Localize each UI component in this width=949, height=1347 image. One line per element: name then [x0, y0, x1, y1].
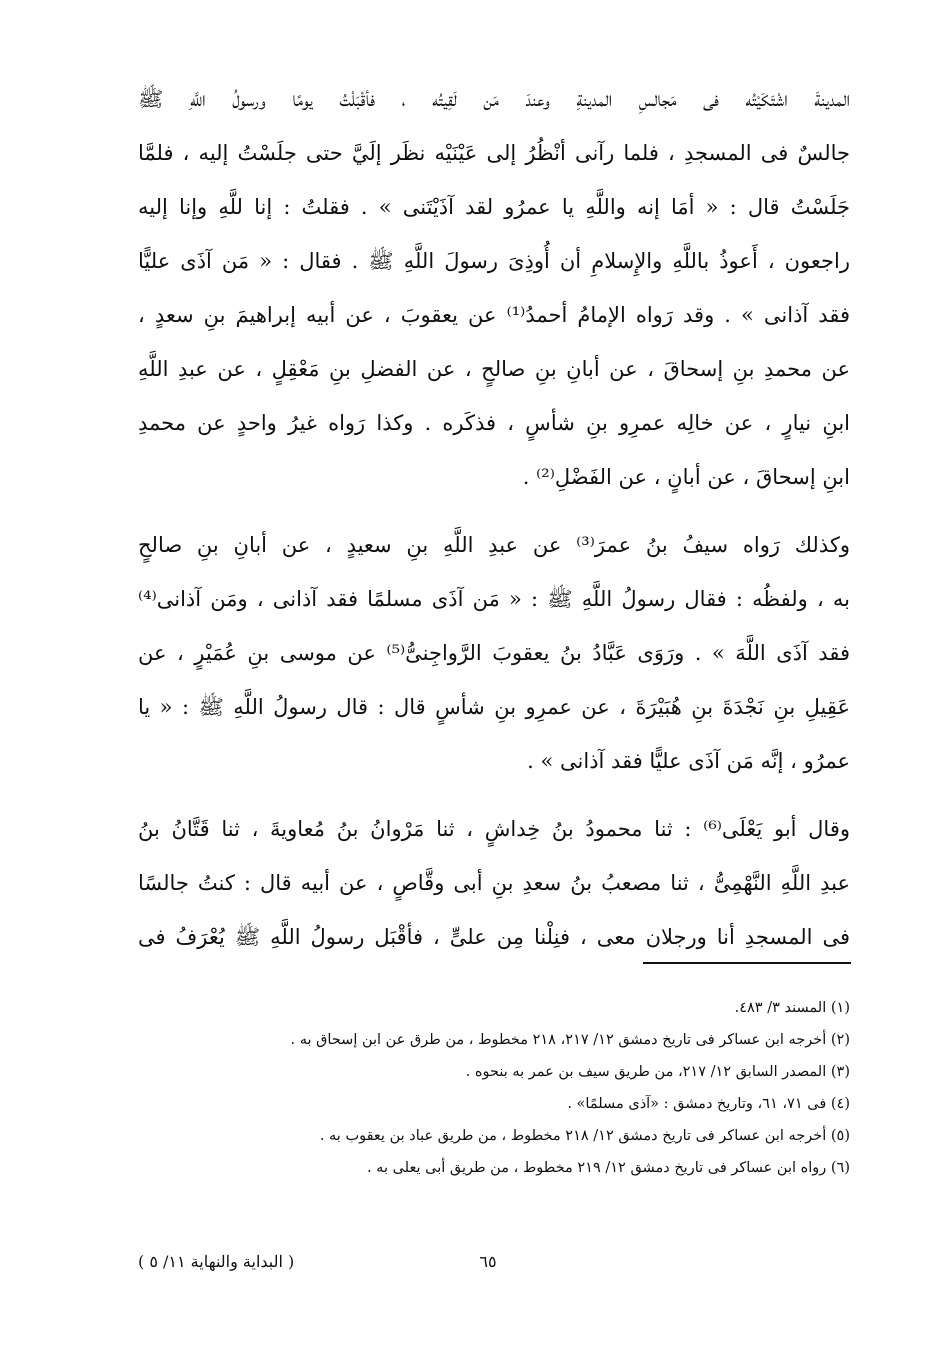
running-reference: ( البداية والنهاية ١١/ ٥ ) [138, 1252, 295, 1271]
text-line: جالسٌ فى المسجدِ ، فلما رآنى أنْظُرُ إلى عَيْنَيْه نظَر إلَيَّ حتى جلَسْتُ إليه ، فلمَّا [138, 141, 850, 165]
footnote: (٢) أخرجه ابن عساكر فى تاريخ دمشق ١٢/ ٢١٧، ٢١٨ مخطوط ، من طرق عن ابن إسحاق به . [290, 1032, 850, 1048]
text-line: فقد آذانى » . وقد رَواه الإمامُ أحمدُ⁽¹⁾ عن يعقوبَ ، عن أبيه إبراهيمَ بنِ سعدٍ ، [138, 303, 850, 327]
text-line: عَقِيلِ بنِ نَجْدَةَ بنِ هُبَيْرَةَ ، عن عمرِو بنِ شأسٍ قال : قال رسولُ اللَّهِ ﷺ : « يا [138, 695, 850, 719]
text-line: عمرُو ، إنَّه مَن آذَى عليًّا فقد آذانى » . [527, 749, 850, 773]
text-line: المدينةَ اشْتَكَيْتُه فى مَجالسِ المدينةِ وعندَ مَن لَقِيتُه ، فأقْبَلْتُ يومًا ورسولُ اللَّهِ ﷺ [138, 87, 850, 111]
footnote: (٥) أخرجه ابن عساكر فى تاريخ دمشق ١٢/ ٢١٨ مخطوط ، من طريق عباد بن يعقوب به . [319, 1128, 850, 1144]
paragraph-gap [138, 504, 850, 518]
text-line: جَلَسْتُ قال : « أمَا إنه واللَّهِ يا عمرُو لقد آذَيْتَنى » . فقلتُ : إنا للَّهِ وإنا إليه [138, 195, 850, 219]
main-text [138, 72, 850, 964]
text-line: راجعون ، أَعوذُ باللَّهِ والإِسلامِ أن أُوذِىَ رسولَ اللَّهِ ﷺ . فقال : « مَن آذَى عليًّا [138, 249, 850, 273]
text-line: عبدِ اللَّهِ النَّهْمِىُّ ، ثنا مصعبُ بنُ سعدِ بنِ أبى وقَّاصٍ ، عن أبيه قال : كنتُ جالسًا [138, 871, 850, 895]
text-line: وقال أبو يَعْلَى⁽⁶⁾ : ثنا محمودُ بنُ خِداشٍ ، ثنا مَرْوانُ بنُ مُعاويةَ ، ثنا قَتَّانُ بنُ [138, 817, 850, 841]
footnote: (٤) فى ٧١، ٦١، وتاريخ دمشق : «آذى مسلمًا» . [567, 1096, 850, 1112]
text-line: فقد آذَى اللَّهَ » . ورَوَى عَبَّادُ بنُ يعقوبَ الرَّواجِنىُّ⁽⁵⁾ عن موسى بنِ عُمَيْرٍ ، عن [138, 641, 850, 665]
text-line: ابنِ نيارٍ ، عن خالِه عمرِو بنِ شأسٍ ، فذكَره . وكذا رَواه غيرُ واحدٍ عن محمدِ [138, 411, 850, 435]
footnote: (٦) رواه ابن عساكر فى تاريخ دمشق ١٢/ ٢١٩ مخطوط ، من طريق أبى يعلى به . [366, 1160, 850, 1176]
page-number: ٦٥ [479, 1252, 497, 1271]
footnote: (١) المسند ٣/ ٤٨٣. [734, 1000, 850, 1016]
text-line: وكذلك رَواه سيفُ بنُ عمرَ⁽³⁾ عن عبدِ اللَّهِ بنِ سعيدٍ ، عن أبانِ بنِ صالحٍ [138, 533, 850, 557]
text-line: به ، ولفظُه : فقال رسولُ اللَّهِ ﷺ : « مَن آذَى مسلمًا فقد آذانى ، ومَن آذانى⁽⁴⁾ [138, 587, 850, 611]
text-line: عن محمدِ بنِ إسحاقَ ، عن أبانِ بنِ صالحٍ ، عن الفضلِ بنِ مَعْقِلٍ ، عن عبدِ اللَّهِ [138, 357, 850, 381]
text-line: ابنِ إسحاقَ ، عن أبانٍ ، عن الفَضْلِ⁽²⁾ . [522, 465, 850, 489]
paragraph-gap [138, 788, 850, 802]
footnotes [138, 992, 850, 1184]
footnote: (٣) المصدر السابق ١٢/ ٢١٧، من طريق سيف بن عمر به بنحوه . [465, 1064, 850, 1080]
text-line: فى المسجدِ أنا ورجلان معى ، فنِلْنا مِن علىٍّ ، فأقْبَل رسولُ اللَّهِ ﷺ يُعْرَفُ فى [138, 925, 850, 949]
footnote-divider [643, 962, 851, 964]
page-footer [138, 1252, 850, 1278]
